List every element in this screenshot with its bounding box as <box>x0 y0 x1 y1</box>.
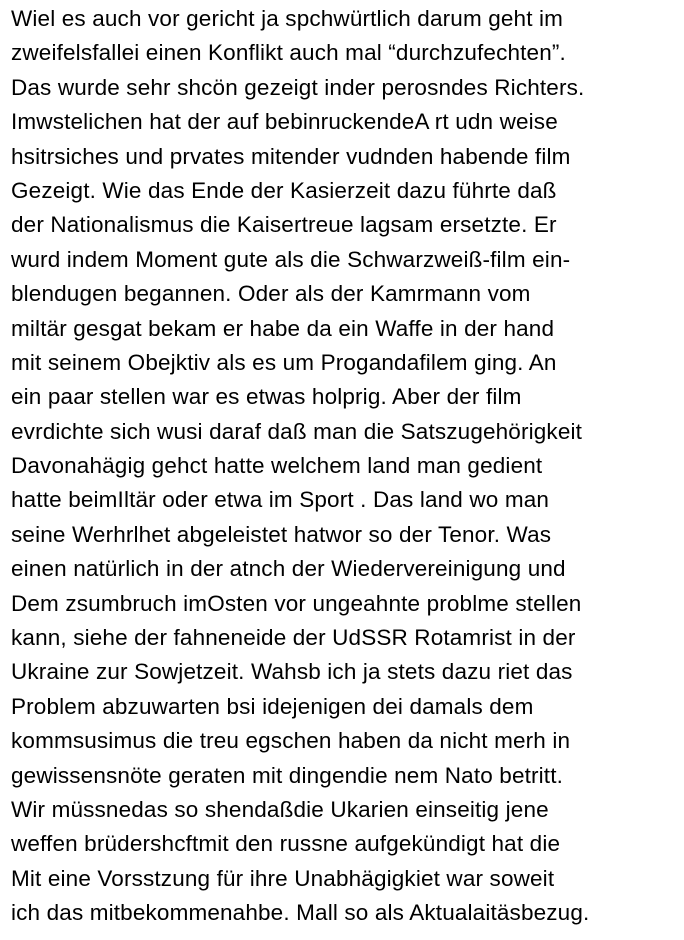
text-line: wurd indem Moment gute als die Schwarzweiß-film ein- <box>11 246 571 272</box>
text-line: Ukraine zur Sowjetzeit. Wahsb ich ja stets dazu riet das <box>11 659 573 685</box>
body-text <box>11 2 681 931</box>
text-line: Das wurde sehr shcön gezeigt inder perosndes Richters. <box>11 74 585 100</box>
text-line: weffen brüdershcftmit den russne aufgekündigt hat die <box>11 831 561 857</box>
text-line: Imwstelichen hat der auf bebinruckendeA rt udn weise <box>11 109 558 135</box>
text-line: Wir müssnedas so shendaßdie Ukarien einseitig jene <box>11 796 549 822</box>
text-line: blendugen begannen. Oder als der Kamrmann vom <box>11 281 531 307</box>
text-line: kann, siehe der fahneneide der UdSSR Rotamrist in der <box>11 625 576 651</box>
text-line: Wiel es auch vor gericht ja spchwürtlich darum geht im <box>11 6 564 31</box>
text-line: hsitrsiches und prvates mitender vudnden habende film <box>11 143 571 169</box>
text-line: mit seinem Obejktiv als es um Progandafilem ging. An <box>11 349 557 375</box>
text-line: hatte beimIltär oder etwa im Sport . Das land wo man <box>11 487 550 513</box>
text-line: zweifelsfallei einen Konflikt auch mal “durchzufechten”. <box>11 40 566 66</box>
text-line: Dem zsumbruch imOsten vor ungeahnte problme stellen <box>11 590 582 616</box>
text-line: kommsusimus die treu egschen haben da nicht merh in <box>11 728 571 754</box>
text-line: seine Werhrlhet abgeleistet hatwor so der Tenor. Was <box>11 521 552 547</box>
text-line: miltär gesgat bekam er habe da ein Waffe in der hand <box>11 315 555 341</box>
text-line: ich das mitbekommenahbe. Mall so als Aktualaitäsbezug. <box>11 900 590 926</box>
text-line: Davonahägig gehct hatte welchem land man gedient <box>11 453 543 479</box>
text-line: evrdichte sich wusi daraf daß man die Satszugehörigkeit <box>11 418 583 444</box>
text-line: Gezeigt. Wie das Ende der Kasierzeit dazu führte daß <box>11 177 557 203</box>
text-line: gewissensnöte geraten mit dingendie nem Nato betritt. <box>11 762 564 788</box>
text-line: Mit eine Vorsstzung für ihre Unabhägigkiet war soweit <box>11 865 555 891</box>
text-line: der Nationalismus die Kaisertreue lagsam ersetzte. Er <box>11 212 557 238</box>
text-line: einen natürlich in der atnch der Wiedervereinigung und <box>11 556 566 582</box>
text-line: ein paar stellen war es etwas holprig. Aber der film <box>11 384 522 410</box>
text-line: Problem abzuwarten bsi idejenigen dei damals dem <box>11 693 534 719</box>
